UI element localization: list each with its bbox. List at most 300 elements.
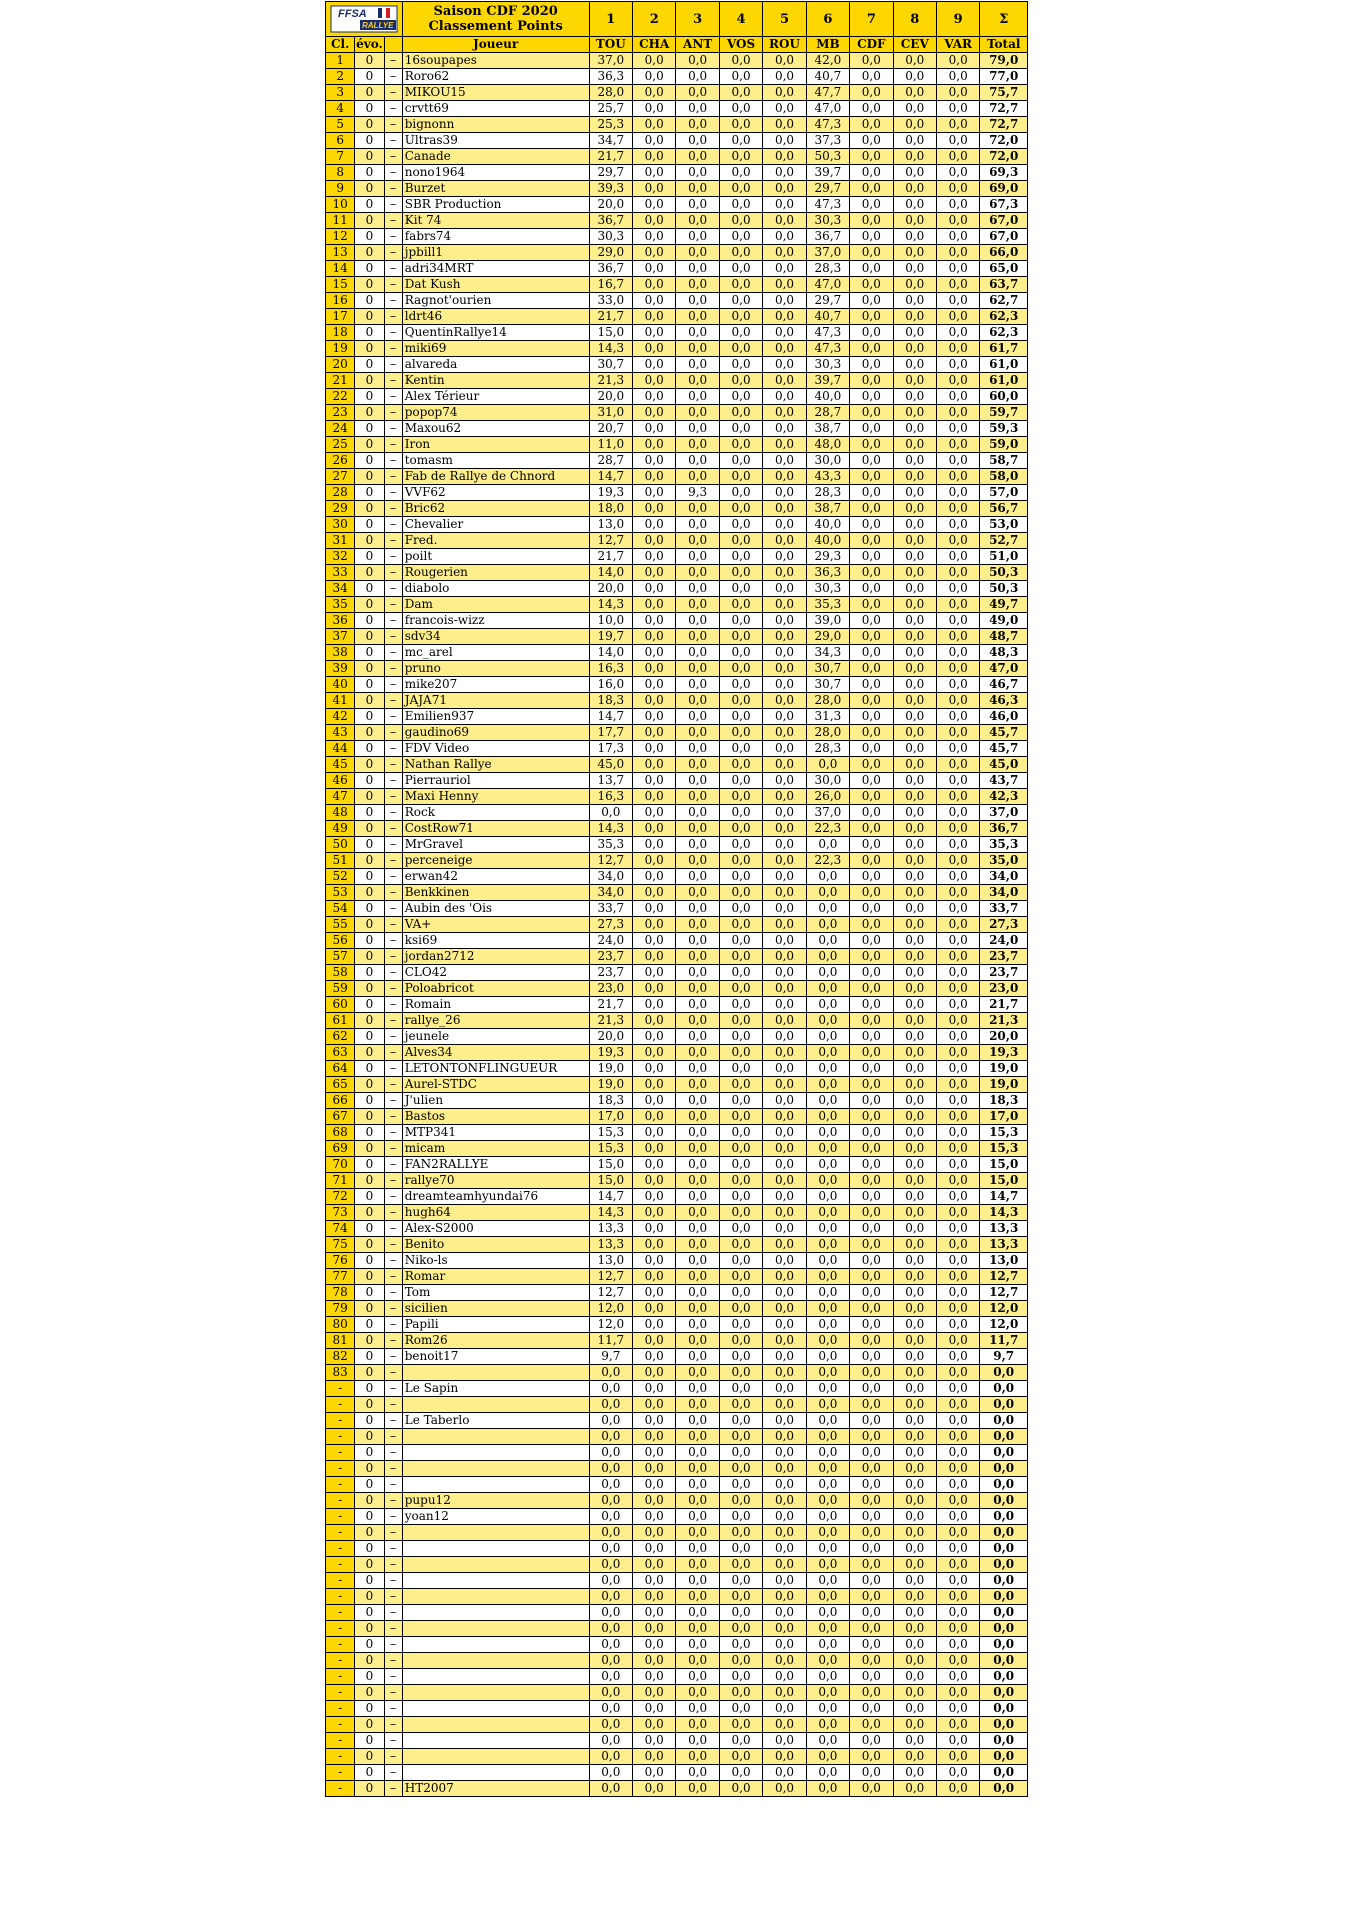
cdf-points: 0,0 — [850, 1221, 893, 1237]
cev-points: 0,0 — [893, 373, 936, 389]
ant-points: 0,0 — [676, 613, 719, 629]
trend-cell: – — [384, 325, 402, 341]
rank-cell: 77 — [326, 1269, 355, 1285]
cev-points: 0,0 — [893, 277, 936, 293]
mb-points: 48,0 — [806, 437, 849, 453]
tou-points: 35,3 — [589, 837, 632, 853]
rank-cell: - — [326, 1605, 355, 1621]
ffsa-logo-icon — [330, 5, 398, 33]
vos-points: 0,0 — [719, 357, 762, 373]
table-row — [326, 645, 1028, 661]
total-points: 50,3 — [980, 581, 1028, 597]
var-points: 0,0 — [936, 1013, 979, 1029]
rou-points: 0,0 — [763, 1637, 806, 1653]
tou-points: 29,0 — [589, 245, 632, 261]
rou-points: 0,0 — [763, 133, 806, 149]
rou-points: 0,0 — [763, 1365, 806, 1381]
total-points: 61,0 — [980, 357, 1028, 373]
cha-points: 0,0 — [633, 837, 676, 853]
trend-cell: – — [384, 1205, 402, 1221]
vos-points: 0,0 — [719, 1637, 762, 1653]
rou-points: 0,0 — [763, 1141, 806, 1157]
cdf-points: 0,0 — [850, 1109, 893, 1125]
cdf-points: 0,0 — [850, 1557, 893, 1573]
var-points: 0,0 — [936, 613, 979, 629]
tou-points: 21,3 — [589, 373, 632, 389]
ant-points: 0,0 — [676, 1413, 719, 1429]
mb-points: 38,7 — [806, 421, 849, 437]
cha-points: 0,0 — [633, 1141, 676, 1157]
vos-points: 0,0 — [719, 1205, 762, 1221]
mb-points: 40,0 — [806, 389, 849, 405]
ant-points: 0,0 — [676, 565, 719, 581]
rou-points: 0,0 — [763, 517, 806, 533]
tou-points: 10,0 — [589, 613, 632, 629]
var-points: 0,0 — [936, 1669, 979, 1685]
cha-points: 0,0 — [633, 165, 676, 181]
total-points: 0,0 — [980, 1525, 1028, 1541]
vos-points: 0,0 — [719, 533, 762, 549]
rank-cell: 57 — [326, 949, 355, 965]
ant-points: 0,0 — [676, 1749, 719, 1765]
ant-points: 0,0 — [676, 1285, 719, 1301]
tou-points: 36,7 — [589, 213, 632, 229]
evo-cell: 0 — [355, 1013, 384, 1029]
var-points: 0,0 — [936, 693, 979, 709]
cdf-points: 0,0 — [850, 709, 893, 725]
cdf-points: 0,0 — [850, 789, 893, 805]
ant-points: 0,0 — [676, 1173, 719, 1189]
cev-points: 0,0 — [893, 1205, 936, 1221]
player-name — [402, 1621, 589, 1637]
vos-points: 0,0 — [719, 165, 762, 181]
tou-points: 17,7 — [589, 725, 632, 741]
var-points: 0,0 — [936, 581, 979, 597]
mb-points: 0,0 — [806, 1605, 849, 1621]
ant-points: 0,0 — [676, 1573, 719, 1589]
trend-cell: – — [384, 1173, 402, 1189]
vos-points: 0,0 — [719, 213, 762, 229]
trend-cell: – — [384, 1141, 402, 1157]
trend-cell: – — [384, 693, 402, 709]
total-points: 12,0 — [980, 1301, 1028, 1317]
vos-points: 0,0 — [719, 1541, 762, 1557]
tou-points: 12,7 — [589, 1285, 632, 1301]
total-points: 0,0 — [980, 1605, 1028, 1621]
cha-points: 0,0 — [633, 1445, 676, 1461]
player-name: Fab de Rallye de Chnord — [402, 469, 589, 485]
ant-points: 0,0 — [676, 1317, 719, 1333]
var-points: 0,0 — [936, 389, 979, 405]
var-points: 0,0 — [936, 677, 979, 693]
vos-points: 0,0 — [719, 1669, 762, 1685]
player-name: CostRow71 — [402, 821, 589, 837]
cha-points: 0,0 — [633, 1045, 676, 1061]
rank-cell: - — [326, 1781, 355, 1797]
evo-cell: 0 — [355, 917, 384, 933]
vos-points: 0,0 — [719, 1269, 762, 1285]
cev-points: 0,0 — [893, 1253, 936, 1269]
cdf-points: 0,0 — [850, 1397, 893, 1413]
ant-points: 0,0 — [676, 1541, 719, 1557]
trend-cell: – — [384, 1413, 402, 1429]
table-row — [326, 53, 1028, 69]
rou-points: 0,0 — [763, 1445, 806, 1461]
tou-points: 0,0 — [589, 1701, 632, 1717]
rou-points: 0,0 — [763, 1061, 806, 1077]
player-name: LETONTONFLINGUEUR — [402, 1061, 589, 1077]
rank-cell: 38 — [326, 645, 355, 661]
cev-points: 0,0 — [893, 1269, 936, 1285]
cev-points: 0,0 — [893, 261, 936, 277]
rank-cell: - — [326, 1733, 355, 1749]
rank-cell: 69 — [326, 1141, 355, 1157]
trend-cell: – — [384, 1477, 402, 1493]
round-number: 1 — [589, 2, 632, 37]
cev-points: 0,0 — [893, 1685, 936, 1701]
rou-points: 0,0 — [763, 357, 806, 373]
evo-cell: 0 — [355, 1637, 384, 1653]
vos-points: 0,0 — [719, 949, 762, 965]
mb-points: 0,0 — [806, 1445, 849, 1461]
mb-points: 35,3 — [806, 597, 849, 613]
rank-cell: 24 — [326, 421, 355, 437]
ant-points: 0,0 — [676, 789, 719, 805]
evo-cell: 0 — [355, 1157, 384, 1173]
vos-points: 0,0 — [719, 1589, 762, 1605]
evo-cell: 0 — [355, 789, 384, 805]
ant-points: 0,0 — [676, 1221, 719, 1237]
rank-cell: 67 — [326, 1109, 355, 1125]
total-points: 72,0 — [980, 133, 1028, 149]
vos-points: 0,0 — [719, 1237, 762, 1253]
rou-points: 0,0 — [763, 677, 806, 693]
cev-points: 0,0 — [893, 341, 936, 357]
cha-points: 0,0 — [633, 789, 676, 805]
cha-points: 0,0 — [633, 693, 676, 709]
rou-points: 0,0 — [763, 1717, 806, 1733]
trend-cell: – — [384, 117, 402, 133]
player-name: Dam — [402, 597, 589, 613]
rank-cell: - — [326, 1717, 355, 1733]
cdf-points: 0,0 — [850, 997, 893, 1013]
cha-points: 0,0 — [633, 709, 676, 725]
player-name — [402, 1669, 589, 1685]
rank-cell: 68 — [326, 1125, 355, 1141]
cev-points: 0,0 — [893, 1429, 936, 1445]
rank-cell: 41 — [326, 693, 355, 709]
player-name: Aubin des 'Ois — [402, 901, 589, 917]
trend-cell: – — [384, 773, 402, 789]
ant-points: 0,0 — [676, 229, 719, 245]
trend-cell: – — [384, 1669, 402, 1685]
cha-points: 0,0 — [633, 1317, 676, 1333]
vos-points: 0,0 — [719, 1173, 762, 1189]
cha-points: 0,0 — [633, 261, 676, 277]
cha-points: 0,0 — [633, 1669, 676, 1685]
trend-cell: – — [384, 373, 402, 389]
table-row — [326, 597, 1028, 613]
rou-points: 0,0 — [763, 1045, 806, 1061]
ant-points: 0,0 — [676, 197, 719, 213]
trend-cell: – — [384, 421, 402, 437]
table-row — [326, 869, 1028, 885]
cev-points: 0,0 — [893, 1637, 936, 1653]
cev-points: 0,0 — [893, 1061, 936, 1077]
cdf-points: 0,0 — [850, 1253, 893, 1269]
tou-points: 39,3 — [589, 181, 632, 197]
vos-points: 0,0 — [719, 1381, 762, 1397]
trend-cell: – — [384, 165, 402, 181]
var-points: 0,0 — [936, 1173, 979, 1189]
total-points: 0,0 — [980, 1685, 1028, 1701]
vos-points: 0,0 — [719, 1077, 762, 1093]
cha-points: 0,0 — [633, 885, 676, 901]
rank-cell: 15 — [326, 277, 355, 293]
ant-points: 0,0 — [676, 629, 719, 645]
player-name: Rock — [402, 805, 589, 821]
cev-points: 0,0 — [893, 1141, 936, 1157]
var-points: 0,0 — [936, 1781, 979, 1797]
vos-points: 0,0 — [719, 133, 762, 149]
table-row — [326, 197, 1028, 213]
rank-cell: 27 — [326, 469, 355, 485]
rank-cell: 29 — [326, 501, 355, 517]
vos-points: 0,0 — [719, 1701, 762, 1717]
var-points: 0,0 — [936, 165, 979, 181]
vos-points: 0,0 — [719, 101, 762, 117]
cev-points: 0,0 — [893, 165, 936, 181]
ant-points: 0,0 — [676, 1525, 719, 1541]
cev-points: 0,0 — [893, 1589, 936, 1605]
mb-points: 0,0 — [806, 1029, 849, 1045]
cev-points: 0,0 — [893, 453, 936, 469]
cdf-points: 0,0 — [850, 837, 893, 853]
table-row — [326, 453, 1028, 469]
rou-points: 0,0 — [763, 629, 806, 645]
rou-points: 0,0 — [763, 1109, 806, 1125]
var-points: 0,0 — [936, 981, 979, 997]
cdf-points: 0,0 — [850, 85, 893, 101]
rou-points: 0,0 — [763, 469, 806, 485]
player-name: Poloabricot — [402, 981, 589, 997]
tou-points: 45,0 — [589, 757, 632, 773]
var-points: 0,0 — [936, 1061, 979, 1077]
rou-points: 0,0 — [763, 837, 806, 853]
total-points: 0,0 — [980, 1749, 1028, 1765]
cha-points: 0,0 — [633, 805, 676, 821]
mb-points: 47,3 — [806, 117, 849, 133]
ant-points: 0,0 — [676, 453, 719, 469]
cdf-points: 0,0 — [850, 1093, 893, 1109]
player-name: francois-wizz — [402, 613, 589, 629]
vos-points: 0,0 — [719, 1685, 762, 1701]
table-row — [326, 1701, 1028, 1717]
evo-cell: 0 — [355, 1253, 384, 1269]
rank-cell: 63 — [326, 1045, 355, 1061]
var-points: 0,0 — [936, 1237, 979, 1253]
rank-cell: 64 — [326, 1061, 355, 1077]
rou-points: 0,0 — [763, 1525, 806, 1541]
cha-points: 0,0 — [633, 1349, 676, 1365]
total-points: 12,7 — [980, 1269, 1028, 1285]
vos-points: 0,0 — [719, 821, 762, 837]
var-points: 0,0 — [936, 629, 979, 645]
evo-cell: 0 — [355, 1557, 384, 1573]
table-row — [326, 1125, 1028, 1141]
player-name: Emilien937 — [402, 709, 589, 725]
evo-cell: 0 — [355, 677, 384, 693]
ant-points: 0,0 — [676, 773, 719, 789]
vos-points: 0,0 — [719, 53, 762, 69]
vos-points: 0,0 — [719, 181, 762, 197]
trend-cell: – — [384, 53, 402, 69]
rou-points: 0,0 — [763, 805, 806, 821]
rank-cell: 54 — [326, 901, 355, 917]
cev-points: 0,0 — [893, 1781, 936, 1797]
total-points: 15,0 — [980, 1173, 1028, 1189]
rank-cell: 40 — [326, 677, 355, 693]
cdf-points: 0,0 — [850, 693, 893, 709]
ant-points: 0,0 — [676, 1141, 719, 1157]
table-row — [326, 1269, 1028, 1285]
cha-points: 0,0 — [633, 1093, 676, 1109]
cdf-points: 0,0 — [850, 565, 893, 581]
rou-points: 0,0 — [763, 165, 806, 181]
player-name: jpbill1 — [402, 245, 589, 261]
col-header-vos: VOS — [719, 37, 762, 53]
trend-cell: – — [384, 277, 402, 293]
tou-points: 15,0 — [589, 325, 632, 341]
tou-points: 23,7 — [589, 949, 632, 965]
cdf-points: 0,0 — [850, 373, 893, 389]
ant-points: 0,0 — [676, 837, 719, 853]
trend-cell: – — [384, 581, 402, 597]
cev-points: 0,0 — [893, 1477, 936, 1493]
var-points: 0,0 — [936, 1573, 979, 1589]
mb-points: 47,3 — [806, 325, 849, 341]
tou-points: 16,3 — [589, 661, 632, 677]
evo-cell: 0 — [355, 1141, 384, 1157]
cha-points: 0,0 — [633, 1333, 676, 1349]
ant-points: 0,0 — [676, 245, 719, 261]
cha-points: 0,0 — [633, 1269, 676, 1285]
evo-cell: 0 — [355, 1077, 384, 1093]
player-name: Rougerien — [402, 565, 589, 581]
cev-points: 0,0 — [893, 1029, 936, 1045]
table-row — [326, 261, 1028, 277]
cdf-points: 0,0 — [850, 1301, 893, 1317]
player-name: gaudino69 — [402, 725, 589, 741]
trend-cell: – — [384, 565, 402, 581]
rou-points: 0,0 — [763, 1189, 806, 1205]
ant-points: 0,0 — [676, 741, 719, 757]
cdf-points: 0,0 — [850, 869, 893, 885]
evo-cell: 0 — [355, 181, 384, 197]
cdf-points: 0,0 — [850, 901, 893, 917]
ant-points: 0,0 — [676, 1669, 719, 1685]
trend-cell: – — [384, 1125, 402, 1141]
total-points: 58,7 — [980, 453, 1028, 469]
evo-cell: 0 — [355, 1749, 384, 1765]
ant-points: 0,0 — [676, 1045, 719, 1061]
evo-cell: 0 — [355, 1765, 384, 1781]
mb-points: 0,0 — [806, 933, 849, 949]
var-points: 0,0 — [936, 421, 979, 437]
total-points: 67,3 — [980, 197, 1028, 213]
cdf-points: 0,0 — [850, 1509, 893, 1525]
cha-points: 0,0 — [633, 1653, 676, 1669]
trend-cell: – — [384, 501, 402, 517]
rou-points: 0,0 — [763, 69, 806, 85]
total-points: 34,0 — [980, 885, 1028, 901]
var-points: 0,0 — [936, 1717, 979, 1733]
cdf-points: 0,0 — [850, 1157, 893, 1173]
rou-points: 0,0 — [763, 933, 806, 949]
table-row — [326, 1157, 1028, 1173]
var-points: 0,0 — [936, 837, 979, 853]
cev-points: 0,0 — [893, 181, 936, 197]
var-points: 0,0 — [936, 1557, 979, 1573]
cha-points: 0,0 — [633, 629, 676, 645]
var-points: 0,0 — [936, 773, 979, 789]
rou-points: 0,0 — [763, 773, 806, 789]
player-name: crvtt69 — [402, 101, 589, 117]
rank-cell: 83 — [326, 1365, 355, 1381]
trend-cell: – — [384, 1637, 402, 1653]
cha-points: 0,0 — [633, 1685, 676, 1701]
cha-points: 0,0 — [633, 1589, 676, 1605]
vos-points: 0,0 — [719, 1157, 762, 1173]
total-points: 35,0 — [980, 853, 1028, 869]
player-name — [402, 1653, 589, 1669]
rank-cell: - — [326, 1525, 355, 1541]
vos-points: 0,0 — [719, 1653, 762, 1669]
player-name: sicilien — [402, 1301, 589, 1317]
cev-points: 0,0 — [893, 293, 936, 309]
trend-cell: – — [384, 1397, 402, 1413]
cdf-points: 0,0 — [850, 309, 893, 325]
cev-points: 0,0 — [893, 1525, 936, 1541]
trend-cell: – — [384, 437, 402, 453]
cev-points: 0,0 — [893, 1461, 936, 1477]
cev-points: 0,0 — [893, 1605, 936, 1621]
player-name: sdv34 — [402, 629, 589, 645]
player-name: QuentinRallye14 — [402, 325, 589, 341]
trend-cell: – — [384, 309, 402, 325]
rank-cell: - — [326, 1509, 355, 1525]
rank-cell: - — [326, 1685, 355, 1701]
rou-points: 0,0 — [763, 1589, 806, 1605]
total-points: 0,0 — [980, 1701, 1028, 1717]
total-points: 23,0 — [980, 981, 1028, 997]
vos-points: 0,0 — [719, 1717, 762, 1733]
total-points: 11,7 — [980, 1333, 1028, 1349]
trend-cell: – — [384, 1157, 402, 1173]
ant-points: 0,0 — [676, 1269, 719, 1285]
tou-points: 0,0 — [589, 1477, 632, 1493]
vos-points: 0,0 — [719, 805, 762, 821]
var-points: 0,0 — [936, 1701, 979, 1717]
trend-cell: – — [384, 853, 402, 869]
cha-points: 0,0 — [633, 293, 676, 309]
var-points: 0,0 — [936, 53, 979, 69]
cha-points: 0,0 — [633, 1237, 676, 1253]
tou-points: 12,7 — [589, 533, 632, 549]
evo-cell: 0 — [355, 1605, 384, 1621]
total-points: 79,0 — [980, 53, 1028, 69]
vos-points: 0,0 — [719, 197, 762, 213]
